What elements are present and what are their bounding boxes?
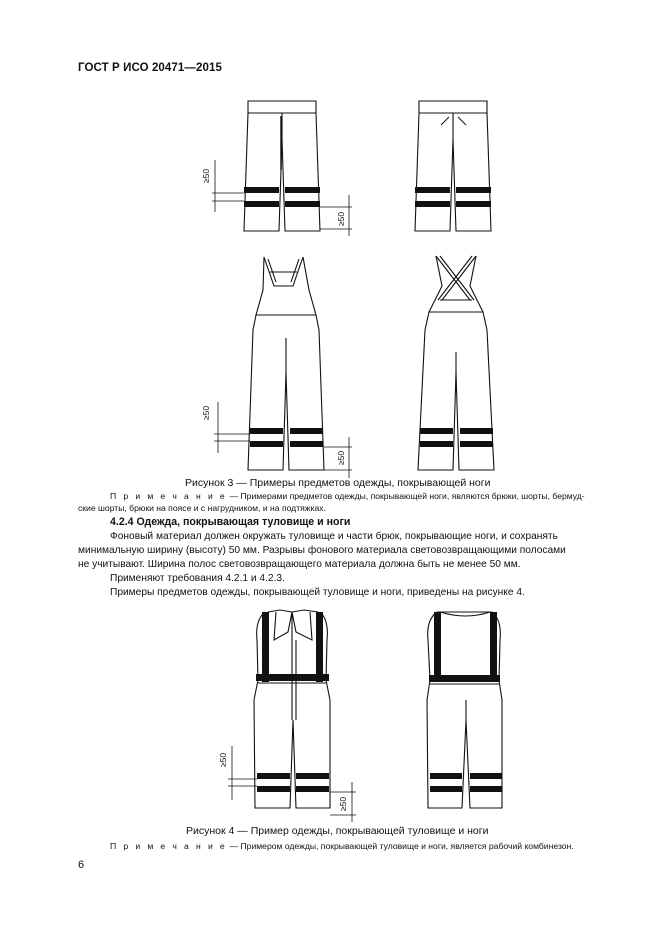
note2-text: — Примером одежды, покрывающей туловище и ноги, является рабочий комбинезон. (227, 841, 574, 851)
trousers-front-drawing (244, 101, 320, 231)
note2 (110, 841, 574, 853)
bib-overall-front-drawing (248, 257, 324, 470)
section-p1-l2: минимальную ширину (высоту) 50 мм. Разрывы фонового материала световозвращающими полосами (78, 545, 566, 556)
dim-label: ≥50 (336, 450, 346, 466)
figure4-caption: Рисунок 4 — Пример одежды, покрывающей туловище и ноги (186, 825, 489, 837)
dim-label: ≥50 (218, 752, 228, 768)
note1-text: — Примерами предметов одежды, покрывающей ноги, являются брюки, шорты, бермуд- (227, 491, 585, 501)
page-number: 6 (78, 859, 85, 871)
note1-cont: ские шорты, брюки на поясе и с нагрудником, и на подтяжках. (78, 503, 326, 513)
section-p3: Примеры предметов одежды, покрывающей туловище и ноги, приведены на рисунке 4. (110, 587, 525, 598)
fig3-top-dimensions (212, 160, 352, 236)
bib-overall-back-drawing (418, 256, 494, 470)
dim-label: ≥50 (336, 211, 346, 227)
note2-label: П р и м е ч а н и е (110, 841, 228, 851)
section-heading: 4.2.4 Одежда, покрывающая туловище и ноги (110, 516, 351, 528)
section-p2: Применяют требования 4.2.1 и 4.2.3. (110, 573, 285, 584)
dim-label: ≥50 (338, 796, 348, 812)
trousers-back-drawing (415, 101, 491, 231)
section-p1-l1: Фоновый материал должен окружать туловище и части брюк, покрывающие ноги, и сохранять (110, 531, 558, 542)
document-header: ГОСТ Р ИСО 20471—2015 (78, 62, 223, 74)
figure3-caption: Рисунок 3 — Примеры предметов одежды, покрывающей ноги (185, 477, 491, 489)
note1 (110, 491, 590, 503)
dim-label: ≥50 (201, 405, 211, 421)
dim-label: ≥50 (201, 168, 211, 184)
section-p1-l3: не учитывают. Ширина полос световозвращающего материала должна быть не менее 50 мм. (78, 559, 521, 570)
note1-label: П р и м е ч а н и е (110, 491, 228, 501)
